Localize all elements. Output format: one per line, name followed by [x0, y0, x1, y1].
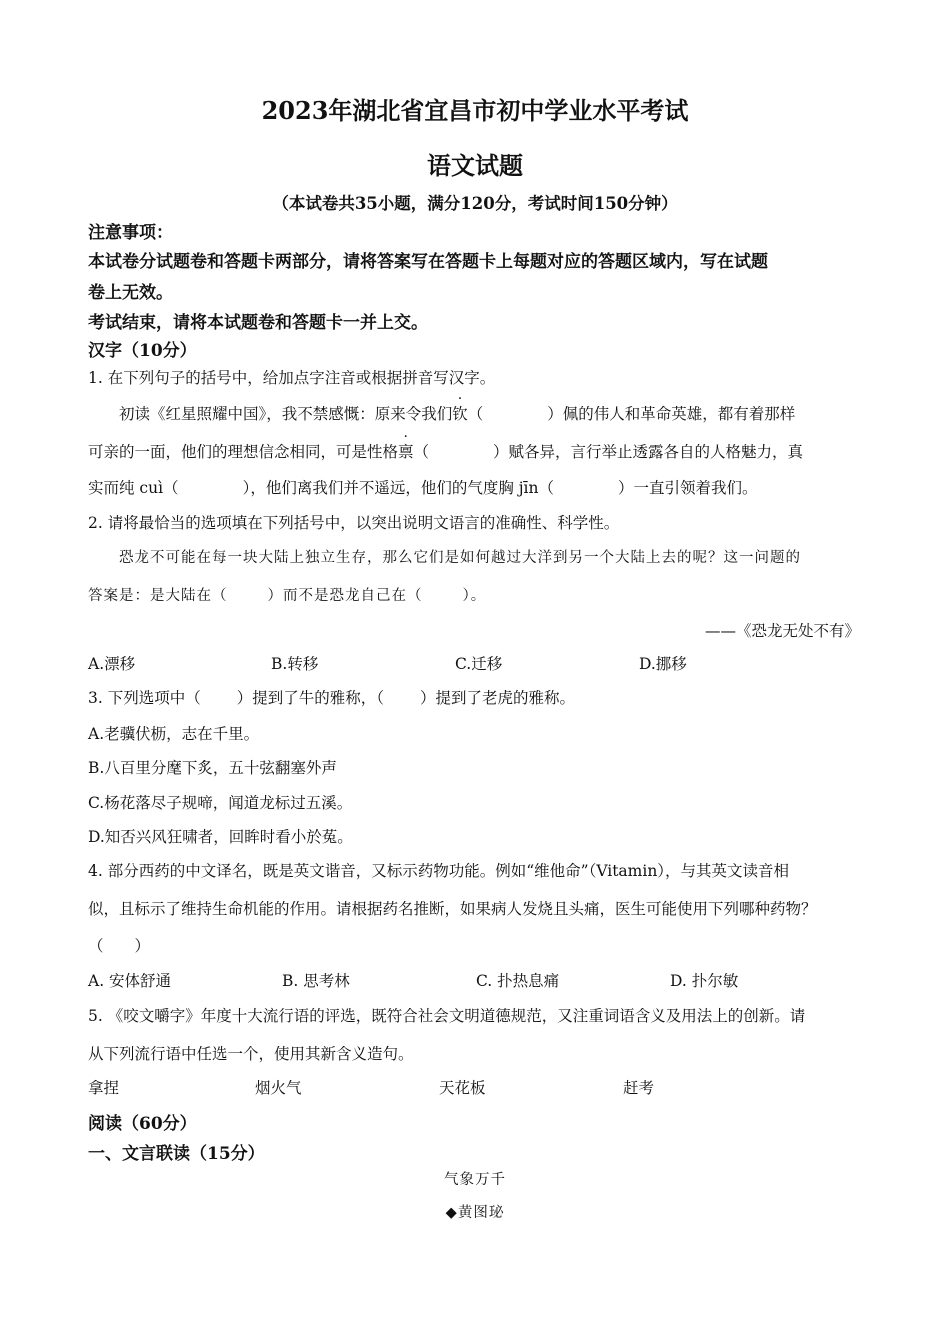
q2-passage-line-2 — [88, 584, 486, 605]
q1-stem: 1. 在下列句子的括号中，给加点字注音或根据拼音写汉字。 — [88, 369, 496, 387]
q5-line-2: 从下列流行语中任选一个，使用其新含义造句。 — [88, 1045, 414, 1063]
dotted-char-bing: 禀 — [398, 443, 414, 461]
q1-text: ）佩的伟人和革命英雄，都有着那样 — [547, 405, 796, 423]
q3-stem — [88, 686, 575, 708]
q1-paragraph-line-2 — [88, 440, 803, 462]
notice-heading: 注意事项： — [88, 223, 173, 243]
q5-word-2: 烟火气 — [255, 1079, 302, 1097]
subject-title: 语文试题 — [427, 151, 523, 180]
q1-text: （ — [467, 405, 484, 423]
q2-passage-line-1: 恐龙不可能在每一块大陆上独立生存，那么它们是如何越过大洋到另一个大陆上去的呢？这一问题的 — [119, 550, 801, 566]
q4-option-b: B. 思考林 — [282, 972, 350, 990]
q4-answer-blank: （ ） — [88, 937, 151, 955]
q1-text: ）一直引领着我们。 — [618, 479, 758, 497]
notice-line-1: 本试卷分试题卷和答题卡两部分，请将答案写在答题卡上每题对应的答题区域内，写在试题 — [88, 252, 768, 272]
passage-title: 气象万千 — [444, 1172, 506, 1188]
q5-word-1: 拿捏 — [88, 1079, 120, 1097]
q5-line-1: 5. 《咬文嚼字》年度十大流行语的评选，既符合社会文明道德规范，又注重词语含义及用法上的创新。请 — [88, 1007, 806, 1025]
q1-paragraph-line-3 — [88, 476, 758, 498]
q2-text: 答案是：是大陆在（ — [88, 588, 228, 604]
q2-option-a: A.漂移 — [88, 655, 136, 673]
q3-option-b: B.八百里分麾下炙，五十弦翻塞外声 — [88, 759, 337, 777]
exam-title: 2023年湖北省宜昌市初中学业水平考试 — [261, 96, 689, 125]
q3-text: 3. 下列选项中（ — [88, 689, 201, 707]
passage-author: ◆黄图珌 — [445, 1205, 505, 1221]
q5-word-4: 赶考 — [623, 1079, 655, 1097]
q1-paragraph-line-1 — [119, 402, 795, 424]
exam-info: （本试卷共35小题，满分120分，考试时间150分钟） — [272, 194, 678, 213]
section-wenyan: 一、文言联读（15分） — [88, 1144, 265, 1164]
section-hanzi: 汉字（10分） — [88, 341, 197, 361]
q2-source: ——《恐龙无处不有》 — [704, 622, 860, 640]
q2-text: ）而不是恐龙自己在（ — [267, 588, 423, 604]
q4-option-c: C. 扑热息痛 — [476, 972, 560, 990]
q4-line-1: 4. 部分西药的中文译名，既是英文谐音，又标示药物功能。例如“维他命”（Vitamin），与其英文读音相 — [88, 862, 790, 880]
q3-text: ）提到了牛的雅称，（ — [236, 689, 384, 707]
q2-text: ）。 — [462, 588, 487, 604]
q3-option-d: D.知否兴风狂啸者，回眸时看小於菟。 — [88, 828, 353, 846]
q3-text: ）提到了老虎的雅称。 — [419, 689, 575, 707]
q1-text: ）赋各异，言行举止透露各自的人格魅力，真 — [493, 443, 804, 461]
q4-line-2: 似，且标示了维持生命机能的作用。请根据药名推断，如果病人发烧且头痛，医生可能使用下列哪种药物？ — [88, 900, 817, 918]
dotted-char-qin: 钦 — [452, 405, 468, 423]
q4-option-d: D. 扑尔敏 — [670, 972, 739, 990]
q3-option-c: C.杨花落尽子规啼，闻道龙标过五溪。 — [88, 794, 353, 812]
q1-text: 可亲的一面，他们的理想信念相同，可是性格 — [88, 443, 399, 461]
notice-line-2: 考试结束，请将本试题卷和答题卡一并上交。 — [88, 313, 428, 333]
q1-text: 实而纯 cuì（ — [88, 479, 179, 497]
q1-text: 初读《红星照耀中国》，我不禁感慨：原来令我们 — [119, 405, 453, 423]
q2-stem: 2. 请将最恰当的选项填在下列括号中，以突出说明文语言的准确性、科学性。 — [88, 514, 620, 532]
q2-option-d: D.挪移 — [639, 655, 687, 673]
q2-option-c: C.迁移 — [455, 655, 503, 673]
q2-option-b: B.转移 — [271, 655, 319, 673]
q5-word-3: 天花板 — [439, 1079, 486, 1097]
section-reading: 阅读（60分） — [88, 1114, 197, 1134]
q1-text: ），他们离我们并不遥远，他们的气度胸 jīn（ — [242, 479, 554, 497]
notice-line-1-cont: 卷上无效。 — [88, 283, 173, 303]
q3-option-a: A.老骥伏枥，志在千里。 — [88, 725, 260, 743]
q4-option-a: A. 安体舒通 — [88, 972, 172, 990]
q1-text: （ — [413, 443, 430, 461]
